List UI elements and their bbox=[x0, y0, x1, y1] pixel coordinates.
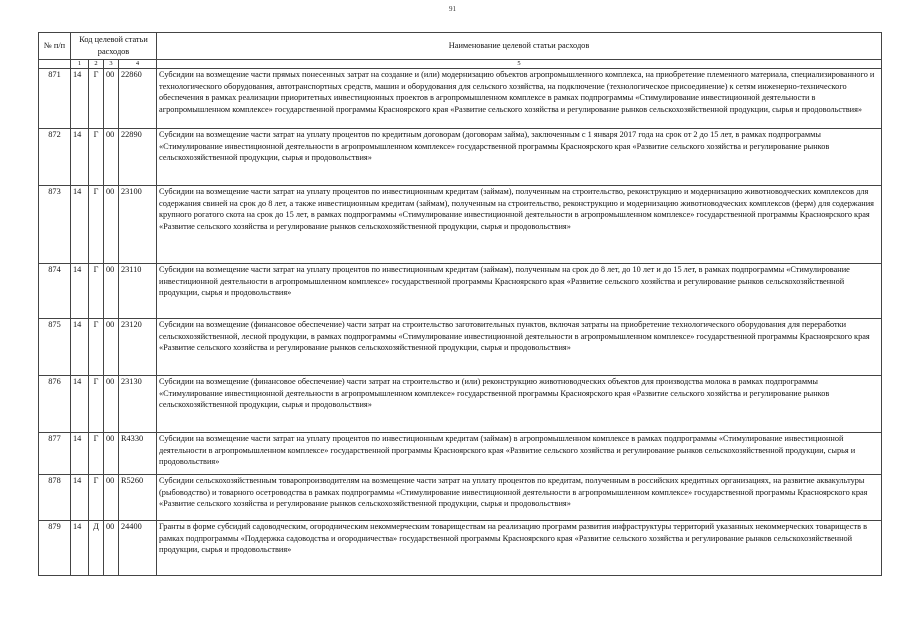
row-number: 873 bbox=[39, 186, 71, 264]
code-expense: 22860 bbox=[119, 69, 157, 129]
code-direction: 00 bbox=[104, 433, 119, 475]
code-expense: 24400 bbox=[119, 521, 157, 576]
table-row bbox=[39, 475, 882, 521]
header-number: № п/п bbox=[39, 33, 71, 60]
table-row bbox=[39, 186, 882, 264]
column-number bbox=[39, 60, 71, 69]
code-direction: 00 bbox=[104, 69, 119, 129]
expense-name: Субсидии на возмещение (финансовое обеспечение) части затрат на строительство и (или) реконструкцию животноводческих объектов для производства молока в рамках подпрограммы «Стимулирование инвестиционной деятельности в агропромышленном комплексе» государственной программы Красноярского края «Развитие сельского хозяйства и регулирование рынков сельскохозяйственной продукции, сырья и продовольствия» bbox=[157, 376, 882, 433]
row-number: 877 bbox=[39, 433, 71, 475]
row-number: 874 bbox=[39, 264, 71, 319]
code-subprogram: Г bbox=[89, 264, 104, 319]
table-row bbox=[39, 264, 882, 319]
code-subprogram: Д bbox=[89, 521, 104, 576]
code-expense: R5260 bbox=[119, 475, 157, 521]
code-subprogram: Г bbox=[89, 69, 104, 129]
code-direction: 00 bbox=[104, 521, 119, 576]
table-row bbox=[39, 376, 882, 433]
code-subprogram: Г bbox=[89, 129, 104, 186]
code-expense: 23130 bbox=[119, 376, 157, 433]
code-program: 14 bbox=[71, 264, 89, 319]
expense-name: Субсидии на возмещение части затрат на уплату процентов по кредитным договорам (договорам займа), заключенным с 1 января 2017 года на срок от 2 до 15 лет, в рамках подпрограммы «Стимулирование инвестиционной деятельности в агропромышленном комплексе» государственной программы Красноярского края «Развитие сельского хозяйства и регулирование рынков сельскохозяйственной продукции, сырья и продовольствия» bbox=[157, 129, 882, 186]
expense-name: Субсидии на возмещение части затрат на уплату процентов по инвестиционным кредитам (займам), полученным на строительство, реконструкцию и модернизацию животноводческих комплексов для содержания свиней на срок до 8 лет, а также инвестиционным кредитам (займам), полученным на строительство, реконструкцию и модернизацию животноводческих комплексов (ферм) для содержания крупного рогатого скота на срок до 15 лет, в рамках подпрограммы «Стимулирование инвестиционной деятельности в агропромышленном комплексе» государственной программы Красноярского края «Развитие сельского хозяйства и регулирование рынков сельскохозяйственной продукции, сырья и продовольствия» bbox=[157, 186, 882, 264]
header-code: Код целевой статьи расходов bbox=[71, 33, 157, 60]
budget-table bbox=[38, 32, 882, 576]
row-number: 879 bbox=[39, 521, 71, 576]
code-direction: 00 bbox=[104, 186, 119, 264]
column-number: 3 bbox=[104, 60, 119, 69]
code-subprogram: Г bbox=[89, 433, 104, 475]
code-program: 14 bbox=[71, 433, 89, 475]
code-direction: 00 bbox=[104, 475, 119, 521]
code-subprogram: Г bbox=[89, 319, 104, 376]
row-number: 872 bbox=[39, 129, 71, 186]
row-number: 878 bbox=[39, 475, 71, 521]
table-row bbox=[39, 433, 882, 475]
code-program: 14 bbox=[71, 521, 89, 576]
table-header bbox=[39, 33, 882, 60]
table-row bbox=[39, 129, 882, 186]
expense-name: Субсидии на возмещение части затрат на уплату процентов по инвестиционным кредитам (займам), полученным на срок до 8 лет, до 10 лет и до 15 лет, в рамках подпрограммы «Стимулирование инвестиционной деятельности в агропромышленном комплексе» государственной программы Красноярского края «Развитие сельского хозяйства и регулирование рынков сельскохозяйственной продукции, сырья и продовольствия» bbox=[157, 264, 882, 319]
column-number: 5 bbox=[157, 60, 882, 69]
code-expense: 22890 bbox=[119, 129, 157, 186]
table-row bbox=[39, 521, 882, 576]
code-direction: 00 bbox=[104, 129, 119, 186]
expense-name: Субсидии на возмещение части затрат на уплату процентов по инвестиционным кредитам (займам) в агропромышленном комплексе в рамках подпрограммы «Стимулирование инвестиционной деятельности в агропромышленном комплексе» государственной программы Красноярского края «Развитие сельского хозяйства и регулирование рынков сельскохозяйственной продукции, сырья и продовольствия» bbox=[157, 433, 882, 475]
column-number: 2 bbox=[89, 60, 104, 69]
row-number: 876 bbox=[39, 376, 71, 433]
expense-name: Субсидии на возмещение (финансовое обеспечение) части затрат на строительство заготовительных пунктов, включая затраты на приобретение технологического оборудования для переработки сельскохозяйственной, лесной продукции, в рамках подпрограммы «Стимулирование инвестиционной деятельности в агропромышленном комплексе» государственной программы Красноярского края «Развитие сельского хозяйства и регулирование рынков сельскохозяйственной продукции, сырья и продовольствия» bbox=[157, 319, 882, 376]
column-number: 4 bbox=[119, 60, 157, 69]
code-subprogram: Г bbox=[89, 376, 104, 433]
page-number: 91 bbox=[449, 5, 456, 13]
column-number: 1 bbox=[71, 60, 89, 69]
code-program: 14 bbox=[71, 186, 89, 264]
code-expense: 23120 bbox=[119, 319, 157, 376]
expense-name: Гранты в форме субсидий садоводческим, огородническим некоммерческим товариществам на реализацию программ развития инфраструктуры территорий указанных некоммерческих товариществ в рамках подпрограммы «Поддержка садоводства и огородничества» государственной программы Красноярского края «Развитие сельского хозяйства и регулирование рынков сельскохозяйственной продукции, сырья и продовольствия» bbox=[157, 521, 882, 576]
code-direction: 00 bbox=[104, 376, 119, 433]
code-program: 14 bbox=[71, 319, 89, 376]
code-direction: 00 bbox=[104, 319, 119, 376]
code-expense: 23100 bbox=[119, 186, 157, 264]
column-number-row bbox=[39, 60, 882, 69]
row-number: 871 bbox=[39, 69, 71, 129]
code-direction: 00 bbox=[104, 264, 119, 319]
code-program: 14 bbox=[71, 475, 89, 521]
expense-name: Субсидии на возмещение части прямых понесенных затрат на создание и (или) модернизацию объектов агропромышленного комплекса, на приобретение племенного материала, специализированного и технологического оборудования, автотранспортных средств, машин и оборудования для сельского хозяйства, на подключение (технологическое присоединение) к сетям инженерно-технического обеспечения в рамках реализации приоритетных инвестиционных проектов в агропромышленном комплексе в рамках подпрограммы «Стимулирование инвестиционной деятельности в агропромышленном комплексе» государственной программы Красноярского края «Развитие сельского хозяйства и регулирование рынков сельскохозяйственной продукции, сырья и продовольствия» bbox=[157, 69, 882, 129]
code-subprogram: Г bbox=[89, 186, 104, 264]
code-program: 14 bbox=[71, 129, 89, 186]
row-number: 875 bbox=[39, 319, 71, 376]
code-program: 14 bbox=[71, 376, 89, 433]
table-row bbox=[39, 319, 882, 376]
code-expense: 23110 bbox=[119, 264, 157, 319]
header-name: Наименование целевой статьи расходов bbox=[157, 33, 882, 60]
code-expense: R4330 bbox=[119, 433, 157, 475]
expense-name: Субсидии сельскохозяйственным товаропроизводителям на возмещение части затрат на уплату процентов по кредитам, полученным в российских кредитных организациях, на развитие аквакультуры (рыбоводство) и товарного осетроводства в рамках подпрограммы «Стимулирование инвестиционной деятельности в агропромышленном комплексе» государственной программы Красноярского края «Развитие сельского хозяйства и регулирование рынков сельскохозяйственной продукции, сырья и продовольствия» bbox=[157, 475, 882, 521]
code-program: 14 bbox=[71, 69, 89, 129]
table-row bbox=[39, 69, 882, 129]
code-subprogram: Г bbox=[89, 475, 104, 521]
